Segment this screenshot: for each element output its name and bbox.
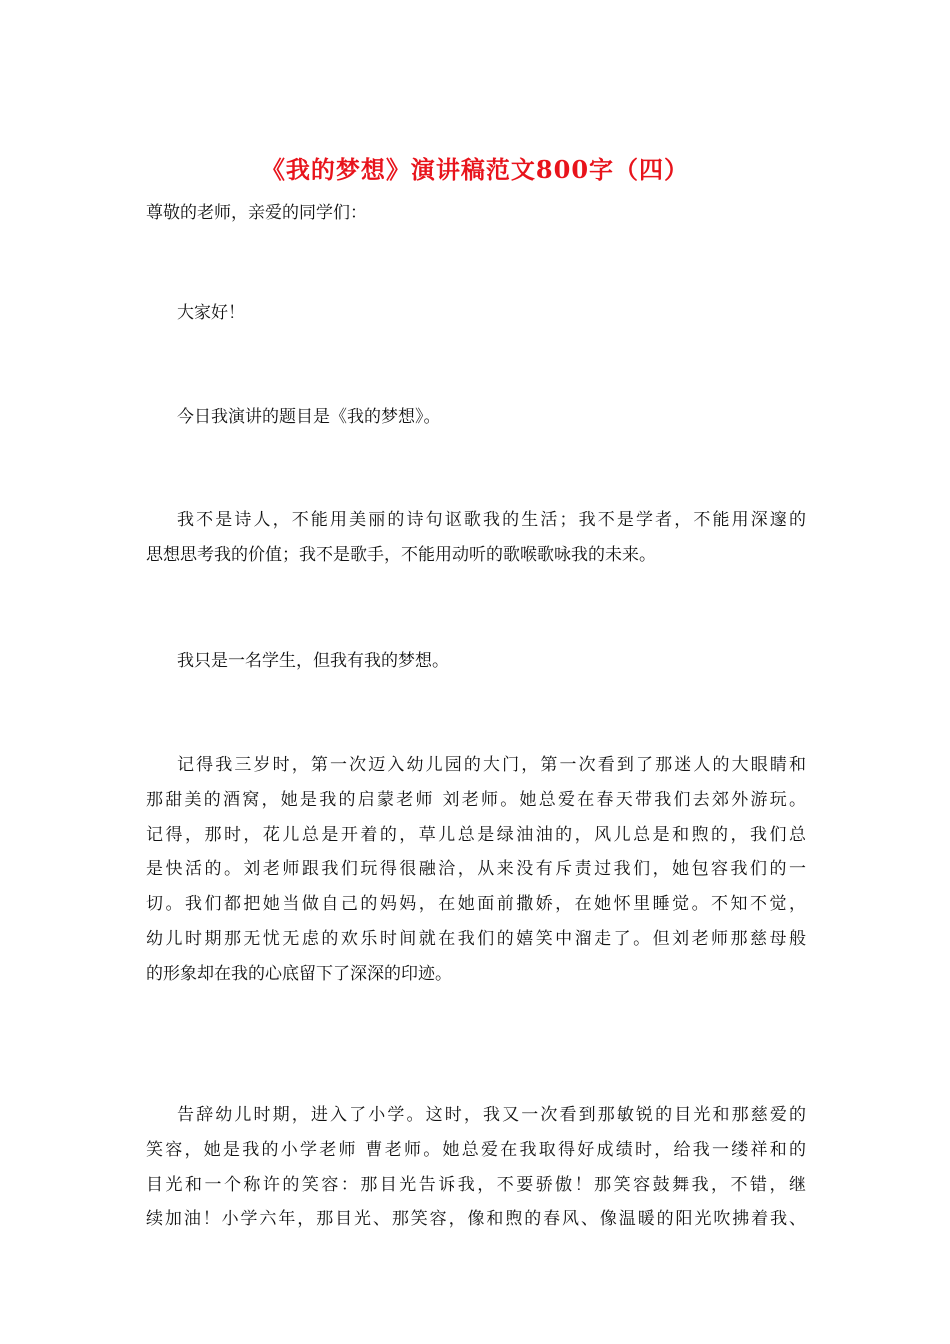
paragraph-primary-school	[146, 1098, 806, 1237]
paragraph-line: 告辞幼儿时期，进入了小学。这时，我又一次看到那敏锐的目光和那慈爱的	[177, 1105, 806, 1125]
paragraph-line: 幼儿时期那无忧无虑的欢乐时间就在我们的嬉笑中溜走了。但刘老师那慈母般	[146, 928, 806, 949]
paragraph-line: 笑容，她是我的小学老师 曹老师。她总爱在我取得好成绩时，给我一缕祥和的	[146, 1139, 806, 1160]
paragraph-line: 目光和一个称许的笑容：那目光告诉我，不要骄傲！那笑容鼓舞我，不错，继	[146, 1174, 806, 1195]
greeting: 大家好！	[177, 303, 245, 323]
paragraph-student: 我只是一名学生，但我有我的梦想。	[177, 651, 449, 671]
paragraph-line: 记得，那时，花儿总是开着的，草儿总是绿油油的，风儿总是和煦的，我们总	[146, 824, 806, 845]
paragraph-line: 我不是诗人，不能用美丽的诗句讴歌我的生活；我不是学者，不能用深邃的	[177, 510, 806, 530]
paragraph-line: 续加油！小学六年，那目光、那笑容，像和煦的春风、像温暖的阳光吹拂着我、	[146, 1209, 806, 1230]
paragraph-line: 记得我三岁时，第一次迈入幼儿园的大门，第一次看到了那迷人的大眼睛和	[177, 755, 806, 775]
paragraph-line: 切。我们都把她当做自己的妈妈，在她面前撒娇，在她怀里睡觉。不知不觉，	[146, 894, 806, 915]
salutation: 尊敬的老师，亲爱的同学们：	[146, 203, 367, 223]
paragraph-line: 那甜美的酒窝，她是我的启蒙老师 刘老师。她总爱在春天带我们去郊外游玩。	[146, 789, 806, 810]
paragraph-line: 的形象却在我的心底留下了深深的印迹。	[146, 963, 452, 984]
paragraph-not-poet	[146, 503, 806, 573]
paragraph-line: 是快活的。刘老师跟我们玩得很融洽，从来没有斥责过我们，她包容我们的一	[146, 859, 806, 880]
paragraph-line: 思想思考我的价值；我不是歌手，不能用动听的歌喉歌咏我的未来。	[146, 544, 656, 565]
speech-topic: 今日我演讲的题目是《我的梦想》。	[177, 407, 441, 427]
document-title: 《我的梦想》演讲稿范文800字（四）	[260, 155, 690, 184]
paragraph-kindergarten	[146, 748, 806, 992]
